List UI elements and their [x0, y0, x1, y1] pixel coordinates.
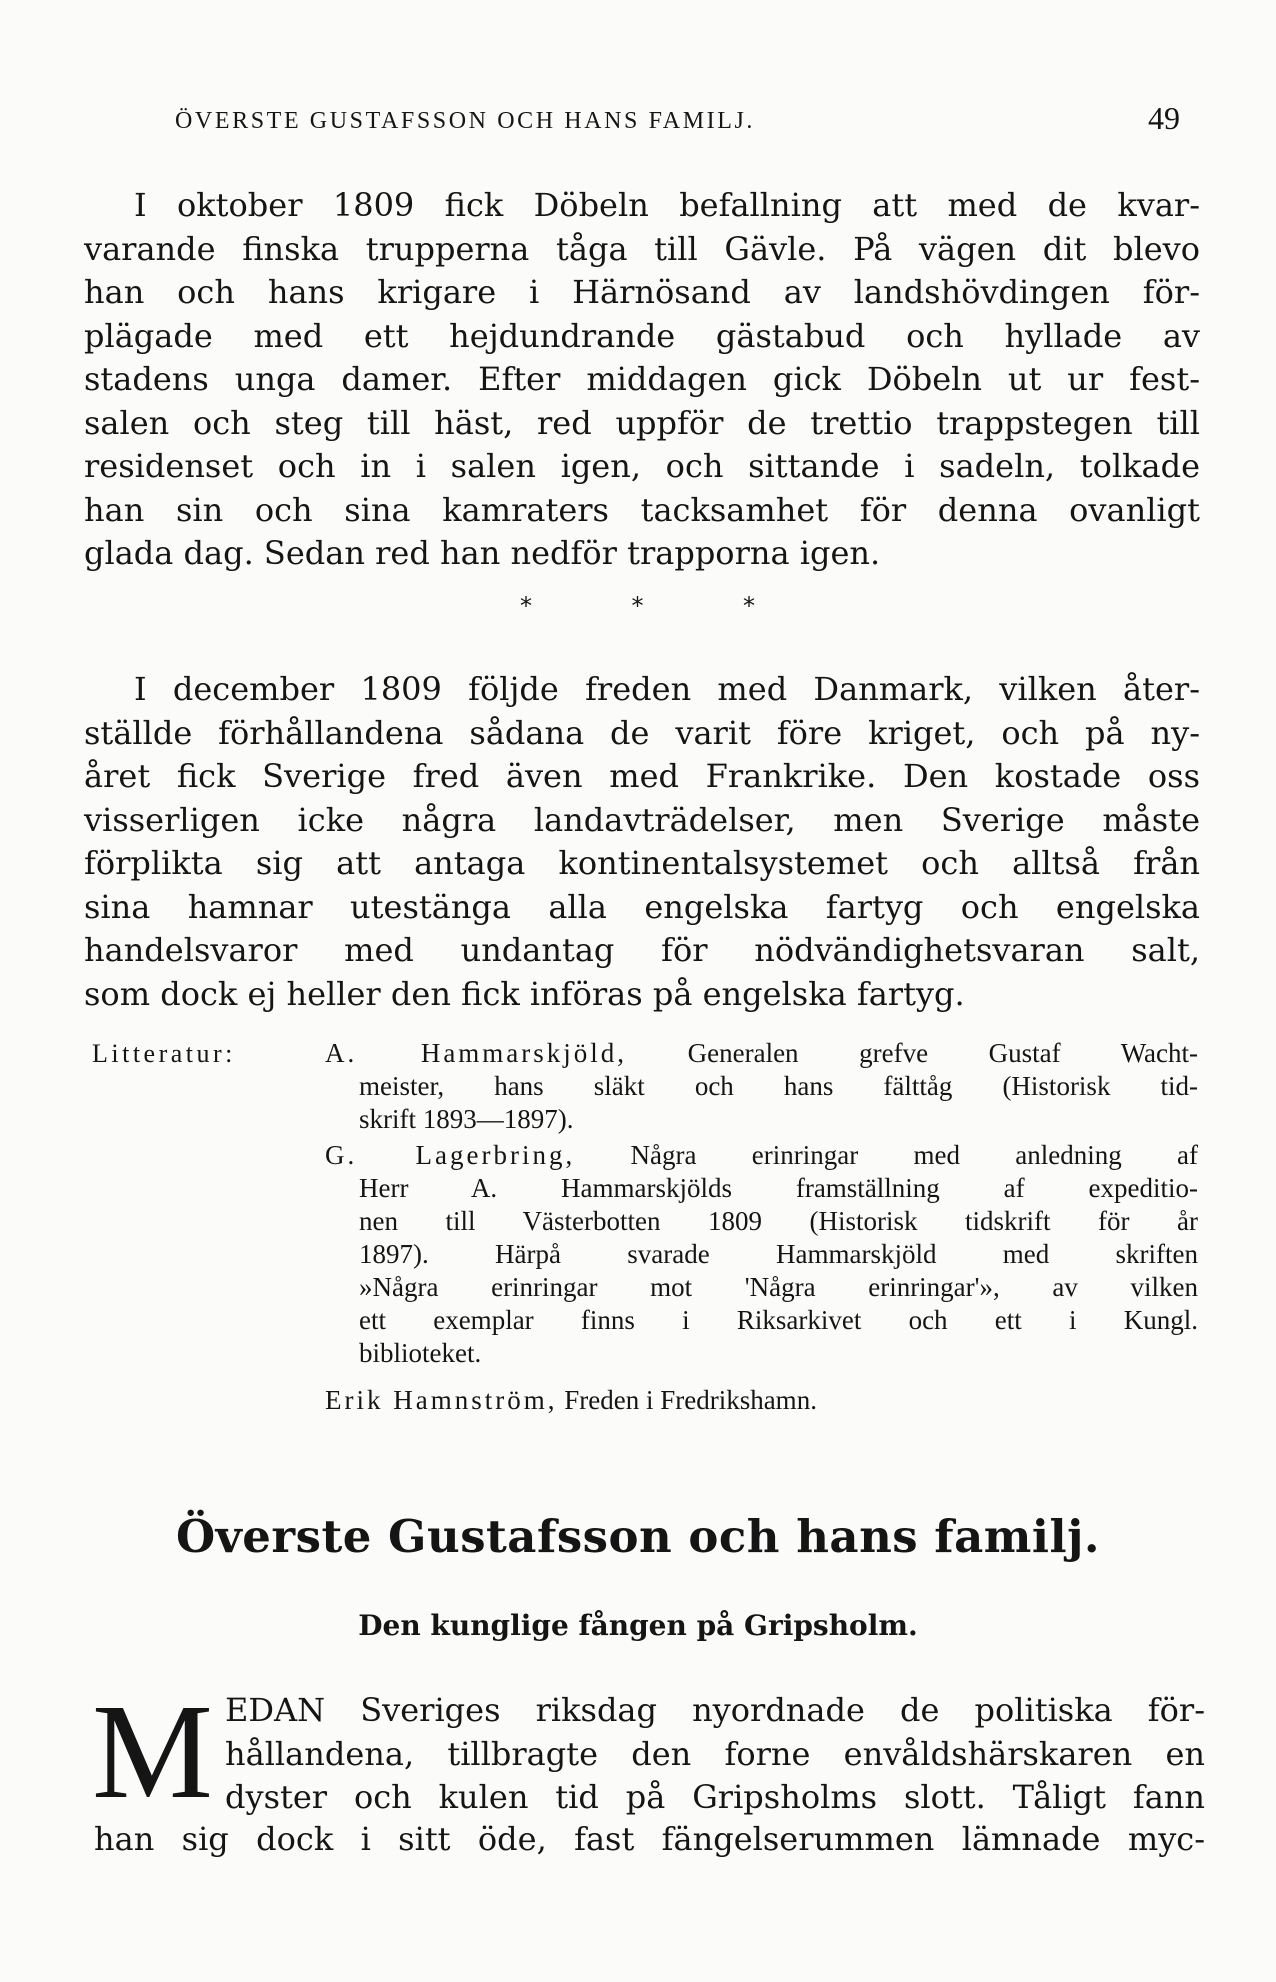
- text-line: han sin och sina kamraters tacksamhet för denna ovanligt: [84, 490, 1200, 529]
- text-line: sina hamnar utestänga alla engelska fartyg och engelska: [84, 887, 1200, 926]
- reference-author: A. Hammarskjöld,: [325, 1038, 628, 1068]
- running-title: ÖVERSTE GUSTAFSSON OCH HANS FAMILJ.: [175, 108, 756, 134]
- page-number: 49: [1148, 100, 1180, 136]
- text-line: han sig dock i sitt öde, fast fängelserummen lämnade myc-: [94, 1820, 1205, 1858]
- drop-cap: M: [92, 1677, 213, 1827]
- chapter-opening-full-lines: [94, 1818, 1205, 1862]
- text-line: I december 1809 följde freden med Danmark, vilken åter-: [134, 670, 1200, 708]
- text-line: varande finska trupperna tåga till Gävle. På vägen dit blevo: [84, 229, 1200, 268]
- literature-label: Litteratur:: [92, 1039, 236, 1068]
- text-line: handelsvaror med undantag för nödvändighetsvaran salt,: [84, 931, 1200, 969]
- asterisk: *: [631, 592, 644, 620]
- reference-hammarskjold: [325, 1037, 1198, 1136]
- text-line: I oktober 1809 fick Döbeln befallning att med de kvar-: [134, 186, 1200, 224]
- reference-hamnstrom: [325, 1384, 1198, 1417]
- text-line: hållandena, tillbragte den forne envåldshärskaren en: [225, 1734, 1205, 1773]
- chapter-opening-dropcap-lines: [225, 1689, 1205, 1820]
- asterisk: *: [520, 592, 532, 620]
- reference-line: biblioteket.: [359, 1338, 482, 1368]
- text-line: glada dag. Sedan red han nedför trapporna igen.: [84, 534, 881, 572]
- text-line: året fick Sverige fred även med Frankrike. Den kostade oss: [84, 757, 1200, 795]
- reference-author: Erik Hamnström,: [325, 1385, 558, 1415]
- text-line: han och hans krigare i Härnösand av landshövdingen för-: [84, 273, 1200, 311]
- reference-line: A. Hammarskjöld, Generalen grefve Gustaf Wacht-: [325, 1038, 1198, 1068]
- reference-line: 1897). Härpå svarade Hammarskjöld med skriften: [359, 1239, 1198, 1269]
- reference-line: meister, hans släkt och hans fälttåg (Historisk tid-: [359, 1071, 1198, 1101]
- reference-line: Erik Hamnström, Freden i Fredrikshamn.: [325, 1385, 817, 1415]
- text-line: plägade med ett hejdundrande gästabud och hyllade av: [84, 316, 1200, 355]
- reference-line: »Några erinringar mot 'Några erinringar'», av vilken: [359, 1272, 1198, 1302]
- chapter-subtitle: Den kunglige fången på Gripsholm.: [358, 1609, 918, 1642]
- text-line: EDAN Sveriges riksdag nyordnade de politiska för-: [225, 1691, 1205, 1729]
- chapter-title: Överste Gustafsson och hans familj.: [175, 1510, 1101, 1563]
- text-line: dyster och kulen tid på Gripsholms slott. Tåligt fann: [225, 1778, 1205, 1816]
- text-line: ställde förhållandena sådana de varit före kriget, och på ny-: [84, 713, 1200, 752]
- text-line: förplikta sig att antaga kontinentalsystemet och alltså från: [84, 844, 1200, 882]
- reference-line: Herr A. Hammarskjölds framställning af expeditio-: [359, 1173, 1198, 1203]
- running-header: [175, 108, 1195, 135]
- text-line: som dock ej heller den fick införas på engelska fartyg.: [84, 974, 965, 1013]
- paragraph-peace-1809: [84, 668, 1200, 1016]
- reference-line: G. Lagerbring, Några erinringar med anledning af: [325, 1140, 1198, 1170]
- reference-author: G. Lagerbring,: [325, 1140, 576, 1170]
- section-separator: [520, 592, 755, 620]
- paragraph-dobeln-gavle: [84, 184, 1200, 576]
- asterisk: *: [743, 592, 755, 620]
- text-line: visserligen icke några landavträdelser, men Sverige måste: [84, 800, 1200, 839]
- text-line: salen och steg till häst, red uppför de trettio trappstegen till: [84, 403, 1200, 442]
- reference-lagerbring: [325, 1139, 1198, 1370]
- text-line: stadens unga damer. Efter middagen gick Döbeln ut ur fest-: [84, 360, 1200, 398]
- reference-line: nen till Västerbotten 1809 (Historisk tidskrift för år: [359, 1206, 1198, 1236]
- reference-line: ett exemplar finns i Riksarkivet och ett i Kungl.: [359, 1305, 1198, 1335]
- text-line: residenset och in i salen igen, och sittande i sadeln, tolkade: [84, 447, 1200, 485]
- reference-line: skrift 1893—1897).: [359, 1104, 574, 1134]
